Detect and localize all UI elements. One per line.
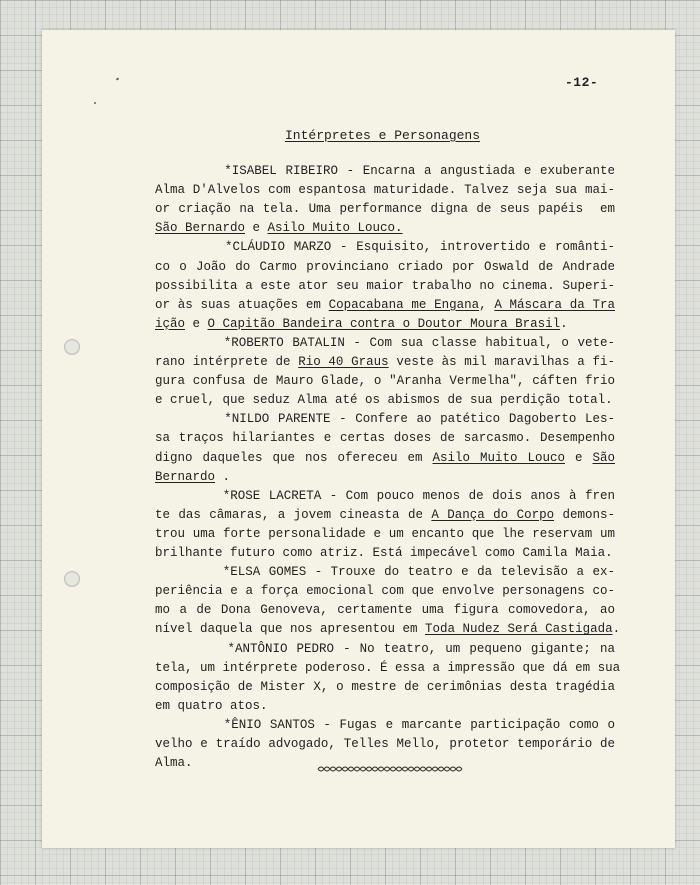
text-run: co o João do Carmo provinciano criado por Oswald de Andrade [155, 259, 615, 274]
text-line [155, 659, 621, 677]
text-run: *ISABEL RIBEIRO - Encarna a angustiada e exuberante [155, 164, 615, 178]
text-run: *ANTÔNIO PEDRO - No teatro, um pequeno gigante; na [155, 641, 615, 656]
text-line [155, 334, 615, 352]
underlined-title: A Máscara da Tra [494, 297, 615, 312]
text-line [155, 506, 615, 524]
text-line [155, 620, 621, 638]
text-run: *NILDO PARENTE - Confere ao patético Dagoberto Les- [155, 412, 615, 427]
text-run: digno daqueles que nos ofereceu em [155, 450, 433, 465]
underlined-title: Asilo Muito Louco [432, 450, 565, 465]
text-line [155, 315, 615, 333]
text-run: veste às mil maravilhas a fi- [388, 355, 615, 369]
text-line [155, 601, 615, 619]
underlined-title: ição [155, 316, 186, 331]
text-line [155, 678, 615, 696]
text-run: Alma D'Alvelos com espantosa maturidade. Talvez seja sua mai- [155, 183, 615, 198]
text-run: . [560, 316, 568, 331]
text-run: velho e traído advogado, Telles Mello, protetor temporário de [155, 737, 615, 751]
text-run: e cruel, que seduz Alma até os abismos de sua perdição total. [155, 393, 613, 408]
page-number: -12- [565, 75, 599, 90]
text-run: or às suas atuações em [155, 297, 329, 312]
text-run: demons- [554, 507, 616, 522]
underlined-title: Bernardo [155, 469, 216, 484]
text-run: or criação na tela. Uma performance digna de seus papéis em [155, 202, 615, 217]
text-run: te das câmaras, a jovem cineasta de [155, 507, 432, 522]
text-line [155, 410, 615, 428]
text-line [155, 716, 615, 734]
text-line [155, 582, 615, 600]
text-run: rano intérprete de [155, 355, 299, 369]
text-line [155, 391, 615, 409]
text-run: e [185, 316, 208, 331]
punch-hole [64, 571, 80, 587]
decorative-divider [316, 764, 466, 774]
text-line [155, 697, 615, 715]
text-run: periência e a força emocional com que envolve personagens co- [155, 584, 615, 599]
text-run: gura confusa de Mauro Glade, o "Aranha Vermelha", cáften frio [155, 374, 615, 389]
text-line [155, 525, 615, 543]
text-run: *ELSA GOMES - Trouxe do teatro e da televisão a ex- [155, 565, 615, 580]
text-run: possibilita a este ator seu maior trabalho no cinema. Superi- [155, 278, 615, 293]
text-line [155, 162, 615, 180]
text-run: em quatro atos. [155, 698, 268, 713]
underlined-title: O Capitão Bandeira contra o Doutor Moura Brasil [207, 316, 561, 331]
text-line [155, 219, 615, 237]
text-run: e [564, 450, 593, 465]
text-line [155, 468, 615, 486]
text-run: . [215, 469, 231, 484]
underlined-title: Copacabana me Engana [328, 297, 480, 312]
text-line [155, 372, 615, 390]
text-line [155, 353, 615, 371]
text-run: *ÊNIO SANTOS - Fugas e marcante participação como o [155, 717, 615, 732]
text-run: , [479, 297, 495, 312]
text-run: Alma. [155, 756, 193, 771]
text-line [155, 258, 615, 276]
text-run: tela, um intérprete poderoso. É essa a impressão que dá em sua [155, 660, 621, 675]
text-run: sa traços hilariantes e certas doses de sarcasmo. Desempenho [155, 431, 615, 446]
text-line [155, 429, 615, 447]
page-title: Intérpretes e Personagens [285, 128, 481, 143]
underlined-title: São Bernardo [155, 221, 246, 236]
text-line [155, 277, 615, 295]
text-line [155, 487, 615, 505]
underlined-title: Asilo Muito Louco. [267, 221, 403, 236]
text-line [155, 640, 615, 658]
text-run: e [245, 221, 268, 236]
underlined-title: São [592, 450, 615, 465]
text-run: *ROBERTO BATALIN - Com sua classe habitual, o vete- [155, 335, 615, 350]
text-run: mo a de Dona Genoveva, certamente uma figura comovedora, ao [155, 603, 615, 618]
text-line [155, 181, 615, 199]
text-line [155, 449, 615, 467]
text-run: composição de Mister X, o mestre de cerimônias desta tragédia [155, 679, 615, 694]
underlined-title: A Dança do Corpo [431, 507, 555, 522]
text-line [155, 200, 615, 218]
text-line [155, 238, 615, 256]
text-line [155, 735, 615, 753]
underlined-title: Rio 40 Graus [298, 355, 389, 369]
ink-speck [94, 102, 96, 104]
text-run: *CLÁUDIO MARZO - Esquisito, introvertido e românti- [155, 240, 615, 255]
text-run: brilhante futuro como atriz. Está impecável como Camila Maia. [155, 546, 613, 560]
text-line [155, 544, 615, 562]
text-line [155, 563, 615, 581]
underlined-title: Toda Nudez Será Castigada [425, 622, 613, 637]
text-run: nível daquela que nos apresentou em [155, 622, 426, 637]
text-run: trou uma forte personalidade e um encanto que lhe reservam um [155, 526, 615, 541]
text-run: *ROSE LACRETA - Com pouco menos de dois anos à fren [155, 488, 615, 503]
text-line [155, 296, 615, 314]
punch-hole [64, 339, 80, 355]
text-run: . [612, 622, 621, 637]
